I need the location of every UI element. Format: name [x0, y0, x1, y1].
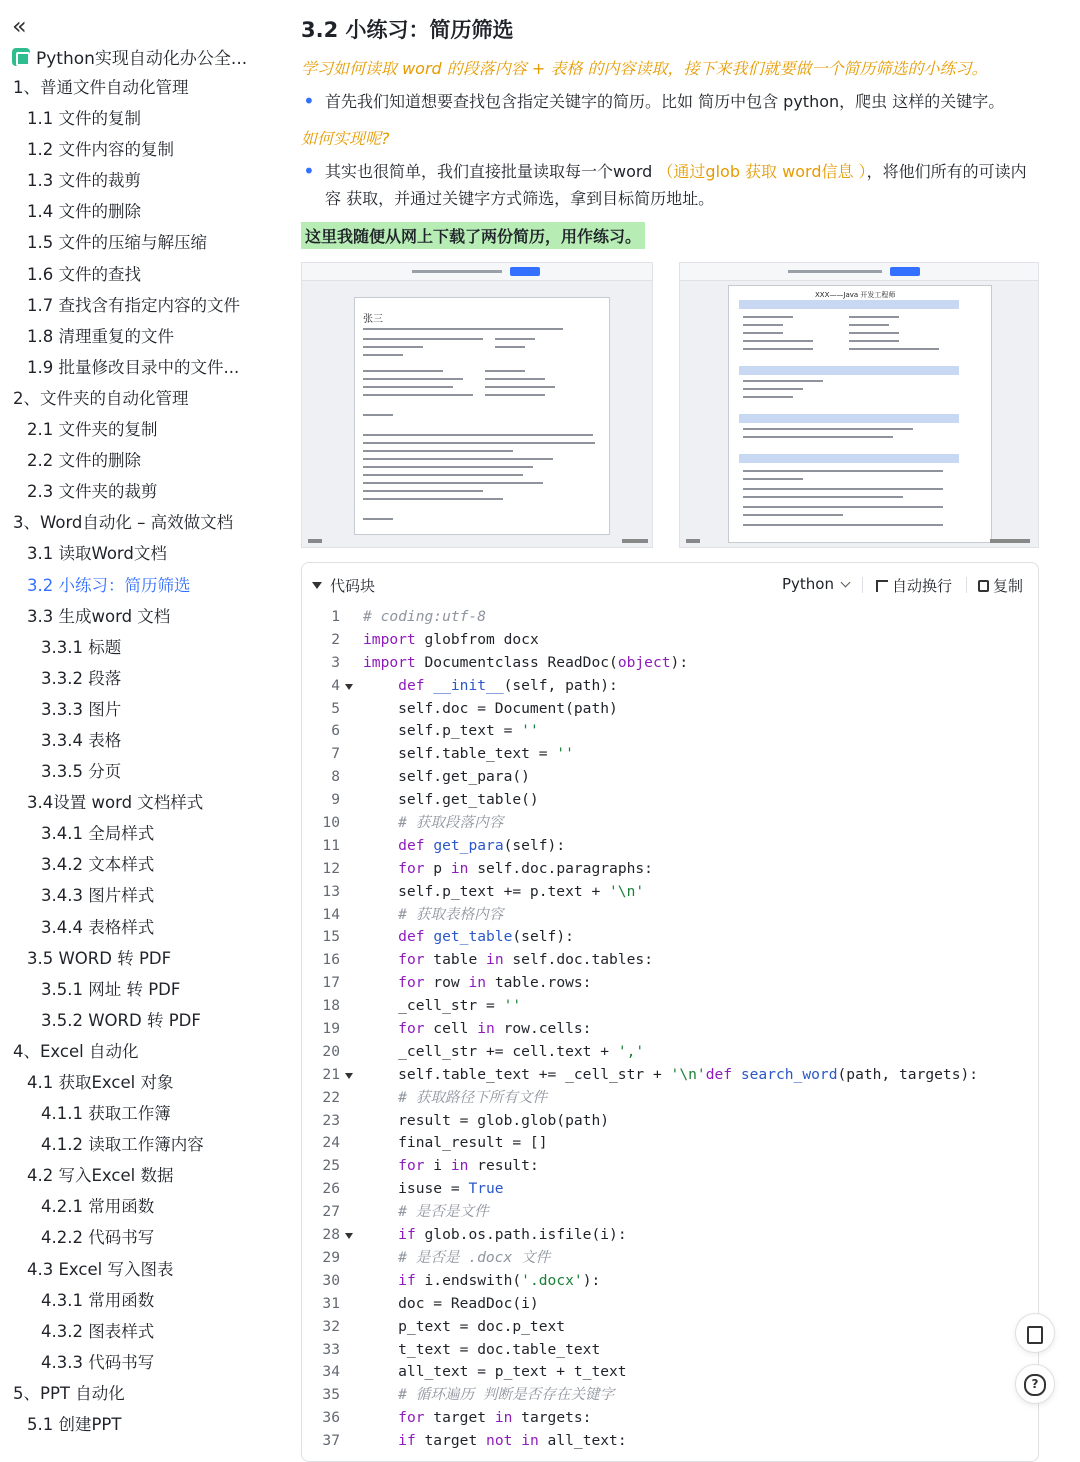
code-line	[302, 1201, 489, 1224]
fold-arrow-icon[interactable]	[345, 1233, 353, 1239]
resume-name: 张三	[363, 314, 383, 325]
code-text: # 获取路径下所有文件	[398, 1088, 548, 1106]
language-select[interactable]	[782, 575, 849, 593]
line-number: 1	[331, 608, 340, 625]
code-line	[302, 904, 504, 927]
code-line	[302, 1087, 548, 1110]
toc-item[interactable]: 4.2.2 代码书写	[41, 1228, 155, 1248]
line-number: 32	[322, 1317, 340, 1335]
line-number: 6	[331, 722, 340, 740]
code-line	[302, 1018, 592, 1041]
code-line	[302, 1041, 645, 1064]
code-line	[302, 1407, 592, 1430]
code-text: # 获取表格内容	[398, 905, 504, 923]
resume-title: XXX——Java 开发工程师	[815, 291, 896, 299]
code-text: doc = ReadDoc(i)	[363, 1294, 539, 1312]
toc-item[interactable]: 5.1 创建PPT	[27, 1415, 122, 1435]
auto-wrap-button[interactable]	[876, 575, 952, 596]
line-number: 36	[322, 1409, 340, 1427]
toc-item[interactable]: 1.8 清理重复的文件	[27, 326, 174, 346]
code-text: self.get_table()	[363, 791, 539, 809]
code-line	[302, 1316, 566, 1339]
line-number: 12	[322, 859, 340, 877]
toc-item[interactable]: 3.2 小练习：简历筛选	[27, 575, 191, 595]
toc-item[interactable]: 1.2 文件内容的复制	[27, 140, 174, 160]
code-line	[302, 675, 618, 698]
line-number: 8	[331, 768, 340, 786]
code-text: # 是否是文件	[398, 1203, 489, 1221]
line-number: 2	[331, 630, 340, 648]
code-text: for row in table.rows:	[398, 974, 592, 992]
caret-down-icon	[312, 582, 322, 589]
bullet-text: ，将他们所有的可读内容 获取，并通过关键字方式筛选，拿到目标简历地址。	[325, 162, 1027, 208]
line-number: 5	[331, 699, 340, 717]
toc-item[interactable]: 4.3.1 常用函数	[41, 1290, 155, 1310]
table-of-contents	[0, 72, 270, 1440]
document-icon	[12, 48, 30, 66]
toc-item[interactable]: 4.3 Excel 写入图表	[27, 1259, 174, 1279]
code-text: if i.endswith('.docx'):	[398, 1271, 601, 1289]
line-number: 11	[322, 836, 340, 854]
code-block-header	[302, 563, 1038, 605]
line-number: 33	[322, 1340, 340, 1358]
toc-item[interactable]: 3.1 读取Word文档	[27, 544, 167, 564]
code-text: _cell_str = ''	[363, 997, 522, 1015]
line-number: 27	[322, 1203, 340, 1221]
code-line	[302, 1178, 504, 1201]
line-number: 28	[322, 1226, 340, 1244]
code-text: def get_table(self):	[398, 928, 574, 946]
line-number: 24	[322, 1134, 340, 1152]
language-label: Python	[782, 575, 834, 593]
bullet-item: • 首先我们知道想要查找包含指定关键字的简历。比如 简历中包含 python，爬虫 这样的关键字。	[301, 88, 1031, 115]
code-line	[302, 1270, 601, 1293]
line-number: 23	[322, 1111, 340, 1129]
line-number: 37	[322, 1432, 340, 1450]
code-text: self.table_text = ''	[363, 745, 574, 763]
line-number: 10	[322, 814, 340, 832]
code-line	[302, 629, 539, 652]
code-text: self.p_text += p.text + '\n'	[363, 882, 645, 900]
toc-item[interactable]: 4.3.2 图表样式	[41, 1321, 155, 1341]
resume-image-1[interactable]	[301, 262, 653, 548]
line-number: 4	[331, 676, 340, 694]
line-number: 35	[322, 1386, 340, 1404]
line-number: 13	[322, 882, 340, 900]
copy-doc-icon[interactable]	[1015, 1313, 1055, 1353]
toc-item[interactable]: 5、PPT 自动化	[13, 1383, 125, 1403]
code-text: self.p_text = ''	[363, 722, 539, 740]
toc-item[interactable]: 3.4.1 全局样式	[41, 824, 155, 844]
line-number: 20	[322, 1042, 340, 1060]
code-line	[302, 1339, 601, 1362]
copy-label: 复制	[993, 577, 1024, 595]
code-line	[302, 858, 653, 881]
toc-item[interactable]: 4.2.1 常用函数	[41, 1197, 155, 1217]
code-text: import globfrom docx	[363, 630, 539, 648]
toc-item[interactable]: 3.4.4 表格样式	[41, 917, 155, 937]
toc-item[interactable]: 1.4 文件的删除	[27, 202, 141, 222]
code-text: import Documentclass ReadDoc(object):	[363, 653, 689, 671]
resume-image-2[interactable]	[679, 262, 1039, 548]
code-text: self.doc = Document(path)	[363, 699, 618, 717]
code-line	[302, 972, 592, 995]
toc-item[interactable]: 1.6 文件的查找	[27, 264, 141, 284]
code-line	[302, 606, 487, 629]
code-text: for table in self.doc.tables:	[398, 951, 653, 969]
line-number: 31	[322, 1294, 340, 1312]
line-number: 29	[322, 1248, 340, 1266]
toc-item[interactable]: 4.1 获取Excel 对象	[27, 1073, 174, 1092]
toc-item[interactable]: 3.4.3 图片样式	[41, 886, 155, 906]
code-line	[302, 995, 522, 1018]
code-text: for i in result:	[398, 1157, 539, 1175]
code-text: for cell in row.cells:	[398, 1020, 592, 1038]
toc-item[interactable]: 1、普通文件自动化管理	[13, 78, 189, 97]
code-line	[302, 1110, 610, 1133]
question-text: 如何实现呢?	[301, 129, 390, 148]
line-number: 18	[322, 997, 340, 1015]
code-line	[302, 789, 539, 812]
intro-text: 学习如何读取 word 的段落内容 + 表格 的内容读取，接下来我们就要做一个简历筛选的小练习。	[301, 59, 988, 78]
code-text: for p in self.doc.paragraphs:	[398, 859, 653, 877]
toc-item[interactable]: 4.2 写入Excel 数据	[27, 1166, 174, 1186]
line-number: 17	[322, 974, 340, 992]
code-block-toggle[interactable]	[312, 575, 375, 596]
code-line	[302, 926, 574, 949]
code-text: self.get_para()	[363, 768, 530, 786]
code-text: isuse = True	[363, 1180, 504, 1198]
toc-item[interactable]: 2.1 文件夹的复制	[27, 420, 158, 440]
code-line	[302, 1155, 539, 1178]
highlighted-note: 这里我随便从网上下载了两份简历，用作练习。	[301, 222, 645, 249]
code-text: _cell_str += cell.text + ','	[363, 1042, 645, 1060]
toc-item[interactable]: 1.3 文件的裁剪	[27, 171, 141, 191]
code-text: for target in targets:	[398, 1409, 592, 1427]
toc-item[interactable]: 2.3 文件夹的裁剪	[27, 482, 158, 502]
line-number: 34	[322, 1363, 340, 1381]
code-line	[302, 1430, 627, 1453]
doc-title[interactable]	[12, 44, 247, 69]
line-number: 19	[322, 1020, 340, 1038]
toc-item[interactable]: 3.3.1 标题	[41, 637, 122, 657]
code-text: # 是否是 .docx 文件	[398, 1248, 551, 1266]
code-text: t_text = doc.table_text	[363, 1340, 601, 1358]
bullet-item	[301, 158, 1031, 212]
code-text: result = glob.glob(path)	[363, 1111, 610, 1129]
toc-item[interactable]: 4.1.2 读取工作簿内容	[41, 1135, 204, 1155]
toc-item[interactable]: 3.3.3 图片	[41, 699, 122, 719]
help-icon[interactable]	[1015, 1364, 1055, 1404]
line-number: 9	[331, 791, 340, 809]
code-line	[302, 812, 504, 835]
code-text: if target not in all_text:	[398, 1432, 627, 1450]
line-number: 7	[331, 745, 340, 763]
line-number: 15	[322, 928, 340, 946]
code-line	[302, 835, 566, 858]
toc-item[interactable]: 3、Word自动化 – 高效做文档	[13, 513, 234, 533]
code-lines	[302, 606, 979, 1453]
code-block-title: 代码块	[330, 577, 376, 595]
toc-item[interactable]: 3.3.2 段落	[41, 668, 122, 688]
toc-item[interactable]: 2.2 文件的删除	[27, 451, 141, 471]
line-number: 25	[322, 1157, 340, 1175]
toc-item[interactable]: 4.1.1 获取工作簿	[41, 1104, 171, 1124]
code-line	[302, 1293, 539, 1316]
toc-item[interactable]: 3.5 WORD 转 PDF	[27, 948, 172, 968]
code-text: all_text = p_text + t_text	[363, 1363, 627, 1381]
line-number: 22	[322, 1088, 340, 1106]
toc-item[interactable]: 3.3 生成word 文档	[27, 606, 171, 626]
line-number: 16	[322, 951, 340, 969]
code-line	[302, 766, 530, 789]
auto-wrap-label: 自动换行	[892, 577, 953, 595]
code-line	[302, 743, 574, 766]
code-line	[302, 949, 653, 972]
copy-icon	[978, 580, 989, 592]
code-text: # 循环遍历 判断是否存在关键字	[398, 1386, 615, 1404]
code-line	[302, 1384, 615, 1407]
code-text: # 获取段落内容	[398, 814, 504, 832]
sidebar	[0, 0, 270, 1440]
toc-item[interactable]: 4、Excel 自动化	[13, 1041, 139, 1061]
code-text: def __init__(self, path):	[398, 676, 618, 694]
toc-item[interactable]: 4.3.3 代码书写	[41, 1352, 155, 1372]
code-text: p_text = doc.p_text	[363, 1317, 566, 1335]
code-line	[302, 720, 539, 743]
toc-item[interactable]: 3.5.2 WORD 转 PDF	[41, 1010, 201, 1030]
toc-item[interactable]: 3.3.4 表格	[41, 730, 122, 750]
code-text: final_result = []	[363, 1134, 548, 1152]
line-number: 26	[322, 1180, 340, 1198]
toc-item[interactable]: 2、文件夹的自动化管理	[13, 388, 189, 408]
line-number: 21	[322, 1065, 340, 1083]
chevron-down-icon	[841, 578, 851, 588]
fold-arrow-icon[interactable]	[345, 684, 353, 690]
code-text: self.table_text += _cell_str + '\n'def search_word(path, targets):	[363, 1065, 979, 1083]
code-line	[302, 652, 689, 675]
toc-item[interactable]: 3.4设置 word 文档样式	[27, 793, 204, 813]
line-number: 3	[331, 653, 340, 671]
line-number: 14	[322, 905, 340, 923]
doc-title-label: Python实现自动化办公全...	[36, 49, 248, 69]
code-line	[302, 1132, 548, 1155]
toc-item[interactable]: 1.5 文件的压缩与解压缩	[27, 233, 207, 253]
page-title: 3.2 小练习：简历筛选	[301, 18, 514, 42]
code-text: if glob.os.path.isfile(i):	[398, 1226, 627, 1244]
bullet-text: 其实也很简单，我们直接批量读取每一个word	[325, 162, 658, 181]
toc-item[interactable]: 3.5.1 网址 转 PDF	[41, 979, 181, 999]
toc-item[interactable]: 1.9 批量修改目录中的文件...	[27, 357, 240, 377]
code-line	[302, 1064, 979, 1087]
code-text: # coding:utf-8	[363, 608, 487, 625]
fold-arrow-icon[interactable]	[345, 1073, 353, 1079]
wrap-icon	[876, 580, 888, 592]
toc-item[interactable]: 1.7 查找含有指定内容的文件	[27, 295, 240, 315]
line-number: 30	[322, 1271, 340, 1289]
code-block	[301, 562, 1039, 1462]
code-line	[302, 881, 645, 904]
copy-button[interactable]	[978, 575, 1023, 596]
highlight-text: （通过glob 获取 word信息 ）	[657, 162, 867, 181]
code-line	[302, 1247, 551, 1270]
toc-item[interactable]: 3.3.5 分页	[41, 762, 122, 782]
toc-item[interactable]: 3.4.2 文本样式	[41, 855, 155, 875]
code-line	[302, 1361, 627, 1384]
toc-item[interactable]: 1.1 文件的复制	[27, 109, 141, 129]
double-chevron-left-icon[interactable]: «	[12, 12, 27, 40]
code-text: def get_para(self):	[398, 836, 566, 854]
code-line	[302, 1224, 627, 1247]
code-line	[302, 698, 618, 721]
